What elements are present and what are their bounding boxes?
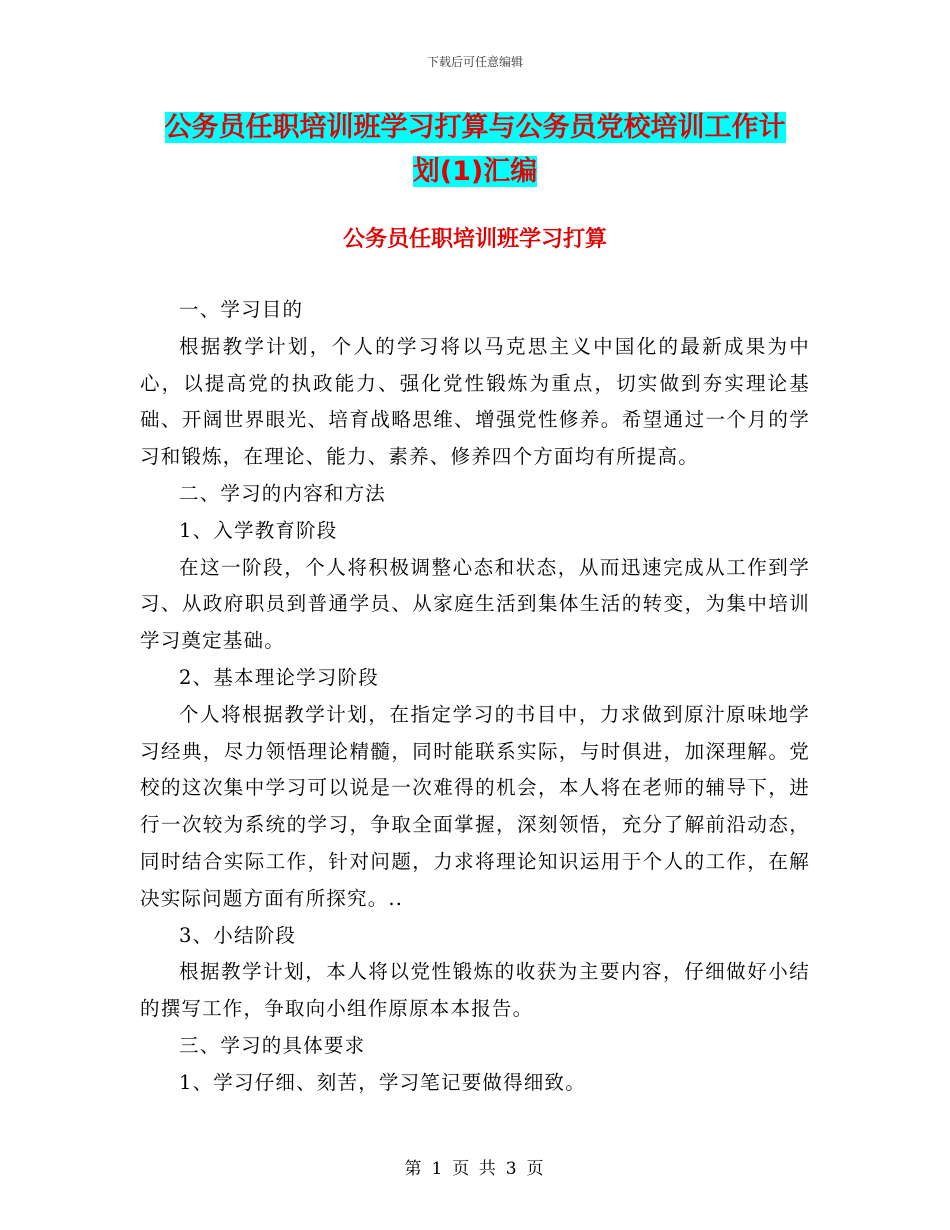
- paragraph-entry-stage: 在这一阶段，个人将积极调整心态和状态，从而迅速完成从工作到学习、从政府职员到普通学员、从家庭生活到集体生活的转变，为集中培训学习奠定基础。: [140, 555, 810, 653]
- paragraph-learning-goal: 根据教学计划，个人的学习将以马克思主义中国化的最新成果为中心，以提高党的执政能力、强化党性锻炼为重点，切实做到夯实理论基础、开阔世界眼光、培育战略思维、增强党性修养。希望通过一个月的学习和锻炼，在理论、能力、素养、修养四个方面均有所提高。: [140, 334, 810, 469]
- header-note: 下载后可任意编辑: [426, 55, 523, 69]
- heading-content-method: 二、学习的内容和方法: [179, 481, 387, 505]
- paragraph-theory-stage: 个人将根据教学计划，在指定学习的书目中，力求做到原汁原味地学习经典，尽力领悟理论精髓，同时能联系实际，与时俱进，加深理解。党校的这次集中学习可以说是一次难得的机会，本人将在老师的辅导下，进行一次较为系统的学习，争取全面掌握，深刻领悟，充分了解前沿动态，同时结合实际工作，针对问题，力求将理论知识运用于个人的工作，在解决实际问题方面有所探究。..: [140, 702, 810, 910]
- paragraph-requirement-1: 1、学习仔细、刻苦，学习笔记要做得细致。: [179, 1070, 586, 1094]
- footer-middle: 页 共: [452, 1159, 498, 1179]
- body-text: [140, 292, 810, 1102]
- heading-entry-stage: 1、入学教育阶段: [179, 518, 338, 542]
- heading-requirements: 三、学习的具体要求: [179, 1033, 366, 1057]
- document-title-line-1: 公务员任职培训班学习打算与公务员党校培训工作计: [164, 112, 786, 143]
- heading-learning-goal: 一、学习目的: [179, 298, 304, 321]
- footer-page-number: 1: [431, 1159, 445, 1179]
- footer-prefix: 第: [404, 1159, 424, 1179]
- page-footer: [0, 1154, 950, 1179]
- footer-total-pages: 3: [505, 1159, 519, 1179]
- heading-summary-stage: 3、小结阶段: [179, 923, 297, 947]
- footer-suffix: 页: [526, 1159, 546, 1179]
- paragraph-summary-stage: 根据教学计划，本人将以党性锻炼的收获为主要内容，仔细做好小结的撰写工作，争取向小组作原原本本报告。: [140, 960, 810, 1021]
- heading-theory-stage: 2、基本理论学习阶段: [179, 665, 379, 689]
- document-title: [140, 106, 810, 194]
- section-title: 公务员任职培训班学习打算: [342, 227, 607, 252]
- document-title-line-2: 划(1)汇编: [412, 156, 538, 187]
